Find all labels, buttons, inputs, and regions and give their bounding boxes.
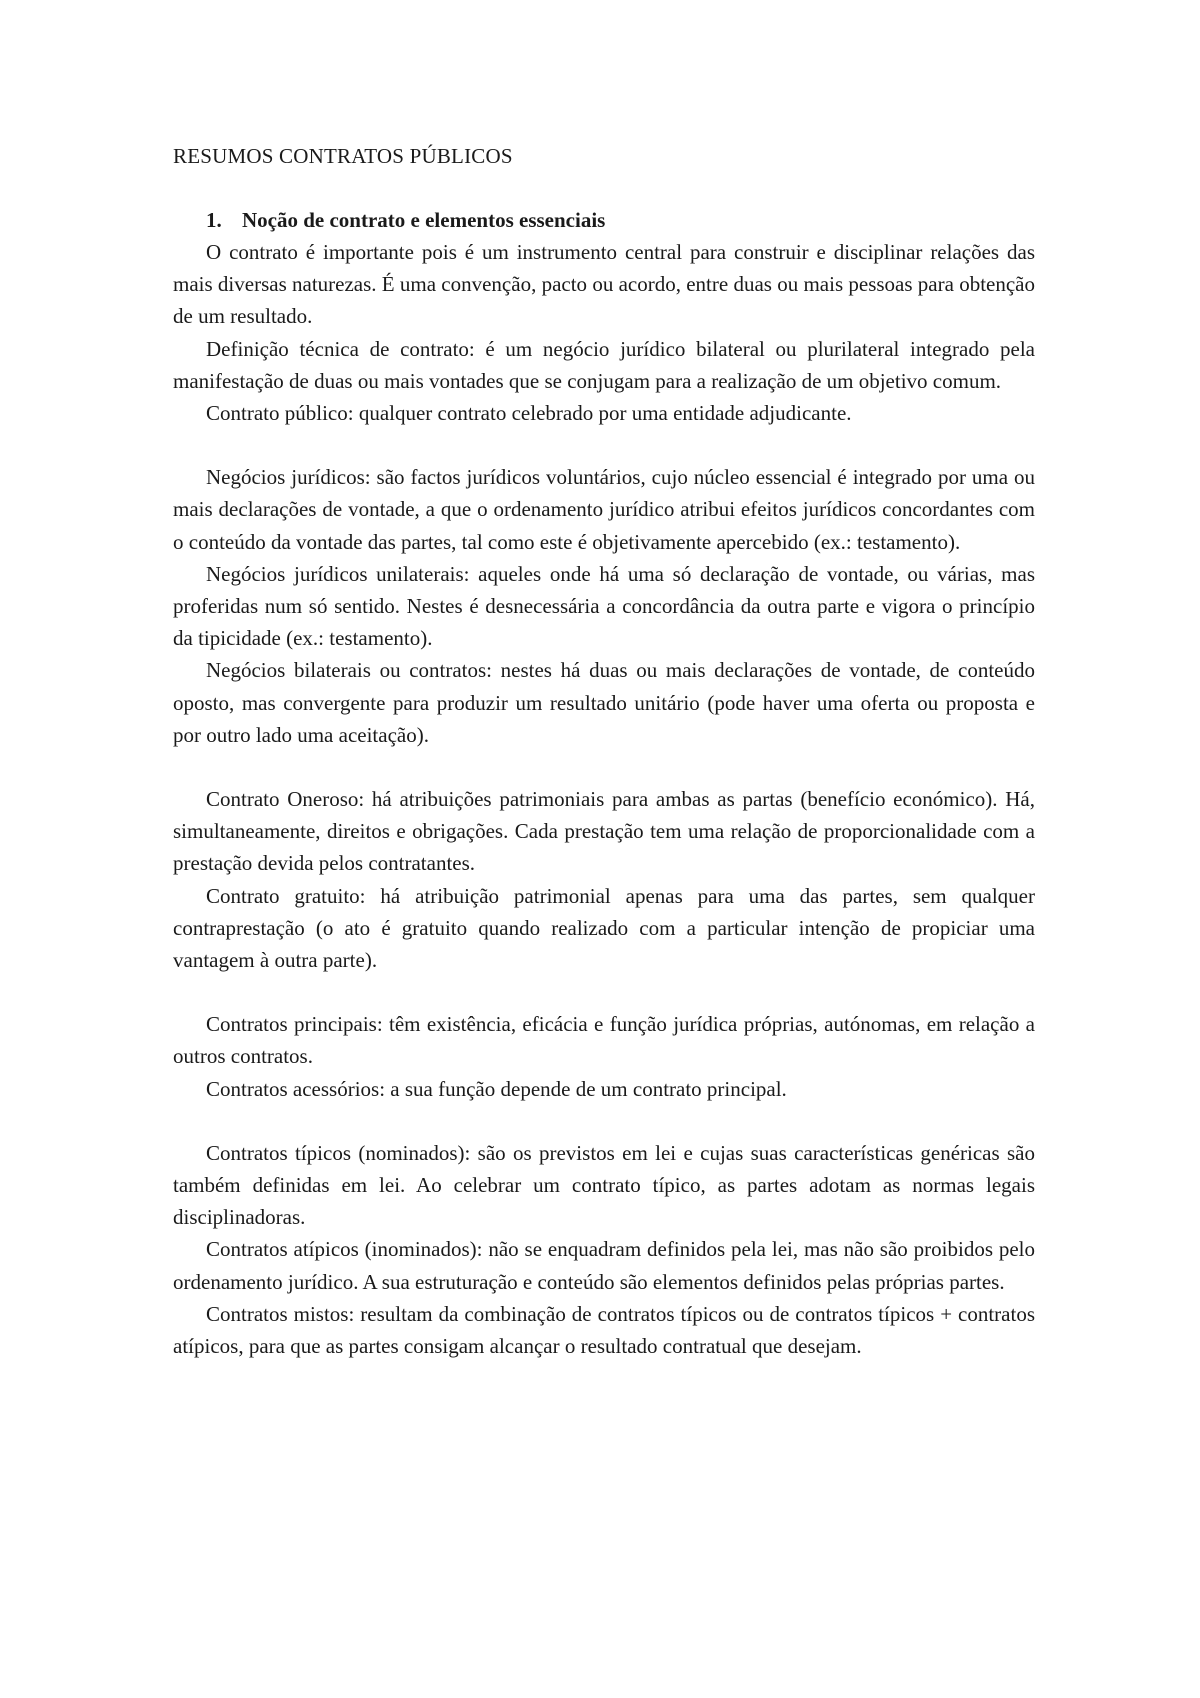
paragraph-onerous-contract: Contrato Oneroso: há atribuições patrimoniais para ambas as partas (benefício económico). Há, simultaneamente, direitos e obrigações. Cada prestação tem uma relação de proporcionalidade com a prestação devida pelos contratantes.: [173, 787, 1035, 876]
paragraph-gap: [173, 751, 1035, 783]
section-heading: [173, 204, 1035, 236]
paragraph-public-contract: Contrato público: qualquer contrato celebrado por uma entidade adjudicante.: [206, 401, 852, 426]
paragraph-typical-contracts: Contratos típicos (nominados): são os previstos em lei e cujas suas características genéricas são também definidas em lei. Ao celebrar um contrato típico, as partes adotam as normas legais disciplinadoras.: [173, 1140, 1035, 1230]
paragraph-atypical-contracts: Contratos atípicos (inominados): não se enquadram definidos pela lei, mas não são proibidos pelo ordenamento jurídico. A sua estruturação e conteúdo são elementos definidos pelas próprias partes.: [173, 1237, 1035, 1294]
paragraph-accessory-contracts: Contratos acessórios: a sua função depende de um contrato principal.: [206, 1076, 787, 1101]
paragraph-unilateral-transactions: Negócios jurídicos unilaterais: aqueles onde há uma só declaração de vontade, ou várias, mas proferidas num só sentido. Nestes é desnecessária a concordância da outra parte e vigora o princípio da tipicidade (ex.: testamento).: [173, 561, 1035, 651]
paragraph-technical-definition: Definição técnica de contrato: é um negócio jurídico bilateral ou plurilateral integrado pela manifestação de duas ou mais vontades que se conjugam para a realização de um objetivo comum.: [173, 336, 1035, 393]
document-title: RESUMOS CONTRATOS PÚBLICOS: [173, 144, 513, 168]
paragraph-gap: [173, 1105, 1035, 1137]
paragraph-contract-importance: O contrato é importante pois é um instrumento central para construir e disciplinar relações das mais diversas naturezas. É uma convenção, pacto ou acordo, entre duas ou mais pessoas para obtenção de um resultado.: [173, 240, 1035, 329]
paragraph-principal-contracts: Contratos principais: têm existência, eficácia e função jurídica próprias, autónomas, em relação a outros contratos.: [173, 1012, 1035, 1069]
paragraph-bilateral-transactions: Negócios bilaterais ou contratos: nestes há duas ou mais declarações de vontade, de conteúdo oposto, mas convergente para produzir um resultado unitário (pode haver uma oferta ou proposta e por outro lado uma aceitação).: [173, 658, 1035, 747]
document-page: [173, 140, 1035, 1362]
paragraph-gratuitous-contract: Contrato gratuito: há atribuição patrimonial apenas para uma das partes, sem qualquer contraprestação (o ato é gratuito quando realizado com a particular intenção de propiciar uma vantagem à outra parte).: [173, 883, 1035, 973]
paragraph-gap: [173, 429, 1035, 461]
paragraph-gap: [173, 976, 1035, 1008]
paragraph-mixed-contracts: Contratos mistos: resultam da combinação de contratos típicos ou de contratos típicos + contratos atípicos, para que as partes consigam alcançar o resultado contratual que desejam.: [173, 1301, 1035, 1359]
paragraph-legal-transactions: Negócios jurídicos: são factos jurídicos voluntários, cujo núcleo essencial é integrado por uma ou mais declarações de vontade, a que o ordenamento jurídico atribui efeitos jurídicos concordantes com o conteúdo da vontade das partes, tal como este é objetivamente apercebido (ex.: testamento).: [173, 465, 1035, 554]
section-heading-text: Noção de contrato e elementos essenciais: [242, 208, 606, 232]
section-number: 1.: [206, 208, 222, 232]
